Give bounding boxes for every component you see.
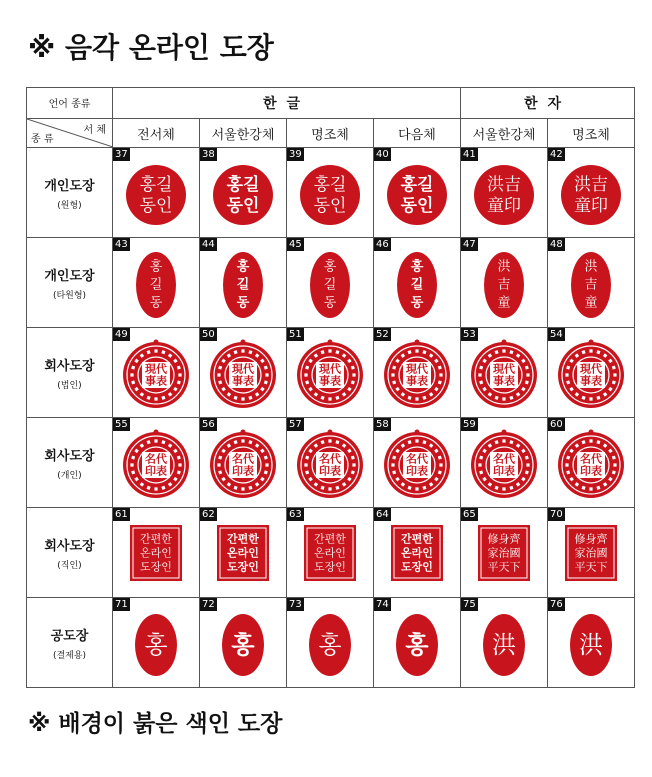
stamp-text: 童印 [574,196,608,216]
stamp-text: 現代 [319,362,341,376]
row-label [27,148,113,238]
stamp-cell[interactable] [374,598,461,688]
stamp-table [26,87,635,688]
stamp-text: 童 [584,295,598,311]
stamp-number-badge: 55 [115,419,128,430]
stamp-number-badge: 48 [550,239,563,250]
stamp-shape [561,165,621,225]
row-label-title: 개인도장 [44,268,95,284]
stamp-image [461,598,547,687]
stamp-number-badge: 56 [202,419,215,430]
stamp-number-badge: 44 [202,239,215,250]
font-header: 전서체 [113,119,200,148]
stamp-cell[interactable] [287,598,374,688]
stamp-image [374,328,460,417]
stamp-text: 동 [236,295,250,311]
stamp-text: 事表 [406,374,428,388]
stamp-text: 名代 [580,452,602,466]
stamp-cell[interactable] [200,508,287,598]
stamp-text: 길 [323,277,337,293]
row-label-subtitle: (직인) [57,560,82,571]
stamp-number-badge: 47 [463,239,476,250]
stamp-cell[interactable] [461,508,548,598]
stamp-cell[interactable] [461,598,548,688]
stamp-number-badge: 53 [463,329,476,340]
stamp-text: 도장인 [401,560,433,574]
stamp-cell[interactable] [287,508,374,598]
row-label-subtitle: (결제용) [52,650,87,661]
stamp-text: 印表 [319,464,341,478]
stamp-text: 洪 [492,631,516,659]
stamp-text: 동인 [226,196,260,216]
stamp-text: 家治國 [574,546,608,560]
stamp-text: 홍 [410,259,424,275]
font-header: 명조체 [287,119,374,148]
stamp-image [287,418,373,507]
stamp-text: 동 [323,295,337,311]
stamp-text: 吉 [497,277,511,293]
stamp-cell[interactable] [461,328,548,418]
stamp-number-badge: 59 [463,419,476,430]
stamp-text: 동인 [313,196,347,216]
stamp-cell[interactable] [374,148,461,238]
stamp-cell[interactable] [461,418,548,508]
stamp-number-badge: 45 [289,239,302,250]
stamp-text: 印表 [406,464,428,478]
stamp-text: 동 [149,295,163,311]
stamp-cell[interactable] [548,508,635,598]
stamp-text: 간편한 [401,532,433,546]
stamp-text: 온라인 [140,546,172,560]
stamp-cell[interactable] [548,328,635,418]
stamp-text: 現代 [145,362,167,376]
row-label-title: 개인도장 [44,178,95,194]
stamp-cell[interactable] [113,328,200,418]
stamp-shape [474,165,534,225]
stamp-cell[interactable] [200,418,287,508]
stamp-number-badge: 73 [289,599,302,610]
stamp-text: 홍 [149,259,163,275]
stamp-cell[interactable] [287,238,374,328]
stamp-text: 홍길 [139,175,173,195]
stamp-image [200,418,286,507]
stamp-text: 事表 [145,374,167,388]
stamp-text: 印表 [580,464,602,478]
stamp-image [287,238,373,327]
stamp-text: 童印 [487,196,521,216]
row-label [27,238,113,328]
stamp-image [200,238,286,327]
stamp-shape [126,165,186,225]
stamp-text: 온라인 [401,546,433,560]
stamp-cell[interactable] [374,508,461,598]
row-label-subtitle: (타원형) [52,290,87,301]
section-title: ※ 배경이 붉은 색인 도장 [28,711,283,737]
stamp-number-badge: 46 [376,239,389,250]
stamp-cell[interactable] [200,238,287,328]
stamp-text: 도장인 [227,560,259,574]
stamp-text: 洪吉 [487,175,521,195]
corner-language-label: 언어 종류 [27,88,113,119]
hanja-header: 한자 [461,88,635,119]
stamp-text: 길 [236,277,250,293]
stamp-image [548,418,634,507]
row-label [27,328,113,418]
stamp-text: 印表 [232,464,254,478]
stamp-text: 現代 [580,362,602,376]
stamp-text: 洪 [579,631,603,659]
stamp-text: 家治國 [487,546,521,560]
stamp-number-badge: 41 [463,149,476,160]
stamp-row [27,328,635,418]
stamp-number-badge: 42 [550,149,563,160]
stamp-cell[interactable] [113,598,200,688]
stamp-number-badge: 37 [115,149,128,160]
stamp-text: 온라인 [314,546,346,560]
stamp-number-badge: 76 [550,599,563,610]
stamp-text: 事表 [493,374,515,388]
stamp-cell[interactable] [548,148,635,238]
stamp-text: 名代 [145,452,167,466]
stamp-text: 洪 [584,259,598,275]
stamp-image [374,238,460,327]
stamp-cell[interactable] [287,328,374,418]
stamp-text: 동인 [139,196,173,216]
stamp-text: 홍 [318,631,342,659]
corner-diagonal-cell [27,119,113,148]
stamp-image [200,508,286,597]
stamp-text: 洪吉 [574,175,608,195]
stamp-number-badge: 72 [202,599,215,610]
stamp-cell[interactable] [200,598,287,688]
stamp-number-badge: 74 [376,599,389,610]
stamp-cell[interactable] [461,238,548,328]
stamp-image [113,238,199,327]
row-label-title: 회사도장 [44,448,95,464]
stamp-text: 名代 [319,452,341,466]
stamp-number-badge: 65 [463,509,476,520]
stamp-text: 修身齊 [574,532,608,546]
stamp-number-badge: 75 [463,599,476,610]
stamp-number-badge: 60 [550,419,563,430]
stamp-text: 現代 [493,362,515,376]
stamp-image [287,328,373,417]
stamp-text: 名代 [493,452,515,466]
stamp-cell[interactable] [113,148,200,238]
font-header: 서울한강체 [461,119,548,148]
stamp-text: 修身齊 [487,532,521,546]
stamp-cell[interactable] [548,418,635,508]
stamp-text: 홍 [144,631,168,659]
stamp-number-badge: 43 [115,239,128,250]
stamp-text: 도장인 [140,560,172,574]
stamp-number-badge: 64 [376,509,389,520]
stamp-image [461,328,547,417]
stamp-text: 간편한 [140,532,172,546]
stamp-number-badge: 38 [202,149,215,160]
page-title: ※ 음각 온라인 도장 [28,31,274,64]
stamp-row [27,238,635,328]
stamp-image [374,148,460,237]
stamp-number-badge: 40 [376,149,389,160]
stamp-text: 吉 [584,277,598,293]
stamp-image [113,328,199,417]
row-label [27,598,113,688]
row-label [27,508,113,598]
stamp-text: 간편한 [227,532,259,546]
stamp-number-badge: 70 [550,509,563,520]
stamp-number-badge: 57 [289,419,302,430]
type-axis-label: 종 류 [31,134,54,145]
stamp-text: 온라인 [227,546,259,560]
stamp-shape [213,165,273,225]
stamp-image [200,328,286,417]
stamp-cell[interactable] [287,418,374,508]
stamp-text: 동 [410,295,424,311]
font-header: 다음체 [374,119,461,148]
stamp-number-badge: 49 [115,329,128,340]
stamp-cell[interactable] [113,508,200,598]
stamp-cell[interactable] [113,418,200,508]
stamp-text: 平天下 [487,560,521,574]
stamp-cell[interactable] [548,238,635,328]
stamp-cell[interactable] [200,328,287,418]
row-label-title: 회사도장 [44,538,95,554]
stamp-text: 홍 [231,631,255,659]
row-label-subtitle: (개인) [57,470,82,481]
stamp-text: 事表 [232,374,254,388]
stamp-text: 길 [410,277,424,293]
stamp-number-badge: 54 [550,329,563,340]
stamp-image [374,598,460,687]
stamp-cell[interactable] [374,418,461,508]
stamp-row [27,508,635,598]
stamp-number-badge: 71 [115,599,128,610]
stamp-image [287,508,373,597]
stamp-number-badge: 50 [202,329,215,340]
stamp-text: 홍길 [226,175,260,195]
stamp-text: 現代 [232,362,254,376]
stamp-text: 名代 [232,452,254,466]
row-label-title: 공도장 [50,628,89,644]
stamp-text: 事表 [319,374,341,388]
stamp-number-badge: 52 [376,329,389,340]
stamp-cell[interactable] [461,148,548,238]
stamp-cell[interactable] [374,328,461,418]
stamp-number-badge: 61 [115,509,128,520]
stamp-text: 現代 [406,362,428,376]
stamp-number-badge: 39 [289,149,302,160]
stamp-image [287,148,373,237]
stamp-image [200,148,286,237]
stamp-image [113,418,199,507]
stamp-image [113,598,199,687]
stamp-text: 印表 [145,464,167,478]
stamp-text: 도장인 [314,560,346,574]
stamp-image [548,238,634,327]
stamp-cell[interactable] [113,238,200,328]
font-axis-label: 서 체 [83,125,106,136]
stamp-image [548,508,634,597]
stamp-cell[interactable] [200,148,287,238]
font-header: 서울한강체 [200,119,287,148]
stamp-text: 事表 [580,374,602,388]
stamp-shape [387,165,447,225]
stamp-text: 홍 [323,259,337,275]
stamp-shape [300,165,360,225]
stamp-cell[interactable] [374,238,461,328]
stamp-image [200,598,286,687]
stamp-image [374,508,460,597]
stamp-text: 홍길 [400,175,434,195]
stamp-number-badge: 63 [289,509,302,520]
stamp-number-badge: 62 [202,509,215,520]
stamp-image [461,148,547,237]
hangul-header: 한글 [113,88,461,119]
row-label-title: 회사도장 [44,358,95,374]
stamp-text: 길 [149,277,163,293]
stamp-cell[interactable] [287,148,374,238]
stamp-image [548,598,634,687]
stamp-image [461,238,547,327]
stamp-text: 홍 [405,631,429,659]
stamp-text: 洪 [497,259,511,275]
stamp-image [461,418,547,507]
stamp-cell[interactable] [548,598,635,688]
stamp-row [27,598,635,688]
stamp-number-badge: 58 [376,419,389,430]
row-label [27,418,113,508]
stamp-text: 동인 [400,196,434,216]
stamp-row [27,148,635,238]
row-label-subtitle: (법인) [57,380,82,391]
stamp-text: 童 [497,295,511,311]
stamp-image [461,508,547,597]
stamp-row [27,418,635,508]
stamp-image [287,598,373,687]
font-header: 명조체 [548,119,635,148]
row-label-subtitle: (원형) [57,200,82,211]
stamp-text: 홍 [236,259,250,275]
stamp-text: 간편한 [314,532,346,546]
stamp-text: 名代 [406,452,428,466]
stamp-number-badge: 51 [289,329,302,340]
stamp-text: 印表 [493,464,515,478]
stamp-text: 홍길 [313,175,347,195]
stamp-image [113,148,199,237]
stamp-image [113,508,199,597]
stamp-text: 平天下 [574,560,608,574]
stamp-image [374,418,460,507]
stamp-image [548,328,634,417]
stamp-image [548,148,634,237]
